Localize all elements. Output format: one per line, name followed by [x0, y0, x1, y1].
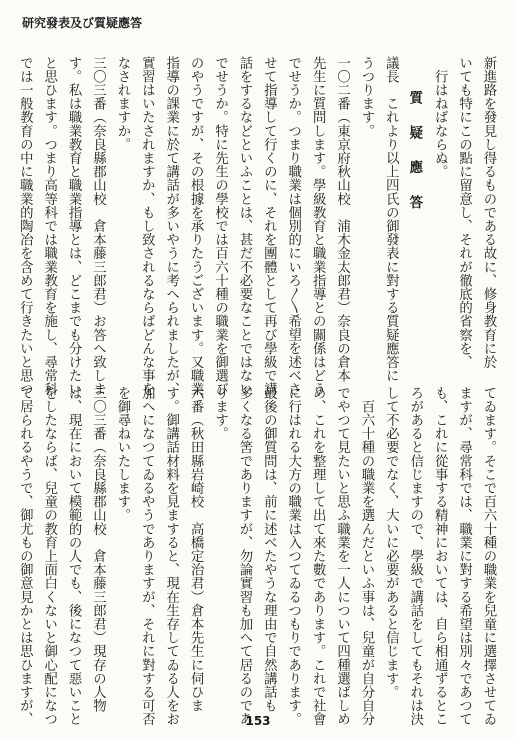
text-line: うつります。: [358, 56, 374, 138]
text-line: 指導の課業に於て講話が多いやうに考へられましたが、: [163, 56, 179, 396]
text-line: をしたならば、兒童の教育上面白くないと御心配になつ: [41, 386, 57, 726]
text-line: 六番（秋田縣岩崎校 高橋定治君）倉本先生に伺ひま: [188, 386, 204, 713]
text-line: を御尋ねいたします。: [114, 386, 130, 522]
text-line: 實習はいたされますか、もし致されるならばどんな事を: [139, 56, 155, 396]
text-line: 先生に質問します。學級教育と職業指導との關係はどう: [310, 56, 326, 396]
text-line: に行はれる大方の職業は入つてゐるつもりであります。: [285, 386, 301, 726]
text-line: ります。: [212, 386, 228, 441]
text-line: 議長 これより以上四氏の御發表に對する質疑應答に: [383, 56, 399, 383]
text-line: でやつて見たいと思ふ職業を一人について四種選ばしめ: [334, 386, 350, 726]
text-line: は、現在において模範的の人でも、後になつて惡いこと: [66, 386, 82, 726]
text-line: 加へになつてゐるやうでありますが、それに對する可否: [139, 386, 155, 726]
text-line: でせうか。特に先生の學校では百六十種の職業を御選び: [212, 56, 228, 396]
text-line: 話をするなどといふことは、甚だ不必要なことではない: [236, 56, 252, 396]
text-line: て居られるやうで、御尤もの御意見かとは思ひますが、: [17, 386, 33, 726]
text-line: ますが、尋常科では、職業に對する希望は別々であつて: [456, 386, 472, 726]
running-head: 研究發表及び質疑應答: [22, 16, 143, 30]
text-line: と思ひます。つまり高等科では職業教育を施し、尋常科: [41, 56, 57, 396]
text-line: も、これに從事する精神においては、自ら相通ずるとこ: [432, 386, 448, 726]
section-heading: 質 疑 應 答: [406, 56, 423, 213]
text-line: 三〇三番（奈良縣郡山校 倉本藤三郎君）お答へ致しま: [90, 56, 106, 396]
page-number: 153: [245, 714, 271, 728]
text-line: では一般教育の中に職業的陶冶を含めて行きたいと思つ: [17, 56, 33, 396]
text-line: のやうですが、その根據を承りたうございます。又職業: [188, 56, 204, 396]
text-line: てゐます。そこで百六十種の職業を兒童に選擇させてゐ: [481, 386, 496, 726]
text-line: いても特にこの點に留意し、それが徹底的省察を、: [456, 56, 472, 369]
text-line: 多くなる筈でありますが、勿論實習も加へて居るのであ: [236, 386, 252, 726]
text-line: 一〇二番（東京府秋山校 浦木金太郎君）奈良の倉本: [334, 56, 350, 383]
text-line: 最後の御質問は、前に述べたやうな理由で自然講話も: [261, 386, 277, 713]
text-line: す。私は職業教育と職業指導とは、どこまでも分けたい: [66, 56, 82, 396]
text-line: す。御講話材料を見ますると、現在生存してゐる人をお: [163, 386, 179, 726]
text-line: でせうか。つまり職業は個別的にいろ〳〵希望を述べさ: [285, 56, 301, 396]
text-line: なされますか。: [114, 56, 130, 152]
text-line: 行はねばならぬ。: [432, 56, 448, 179]
text-line: 三〇三番（奈良縣郡山校 倉本藤三郎君）現存の人物: [90, 386, 106, 713]
text-line: め、これを整理して出て來た數であります。これで社會: [310, 386, 326, 726]
upper-text-block: [17, 56, 500, 396]
text-line: 新進路を發見し得るものである故に、修身教育に於: [481, 56, 496, 369]
text-line: 百六十種の職業を選んだといふ事は、兒童が自分自分: [358, 386, 374, 726]
text-line: せて指導して行くのに、それを團體として再び學級で講: [261, 56, 277, 396]
text-line: ろがあると信じますので、學級で講話をしてもそれは決: [407, 386, 423, 726]
text-line: して不必要でなく、大いに必要があると信じます。: [383, 386, 399, 699]
